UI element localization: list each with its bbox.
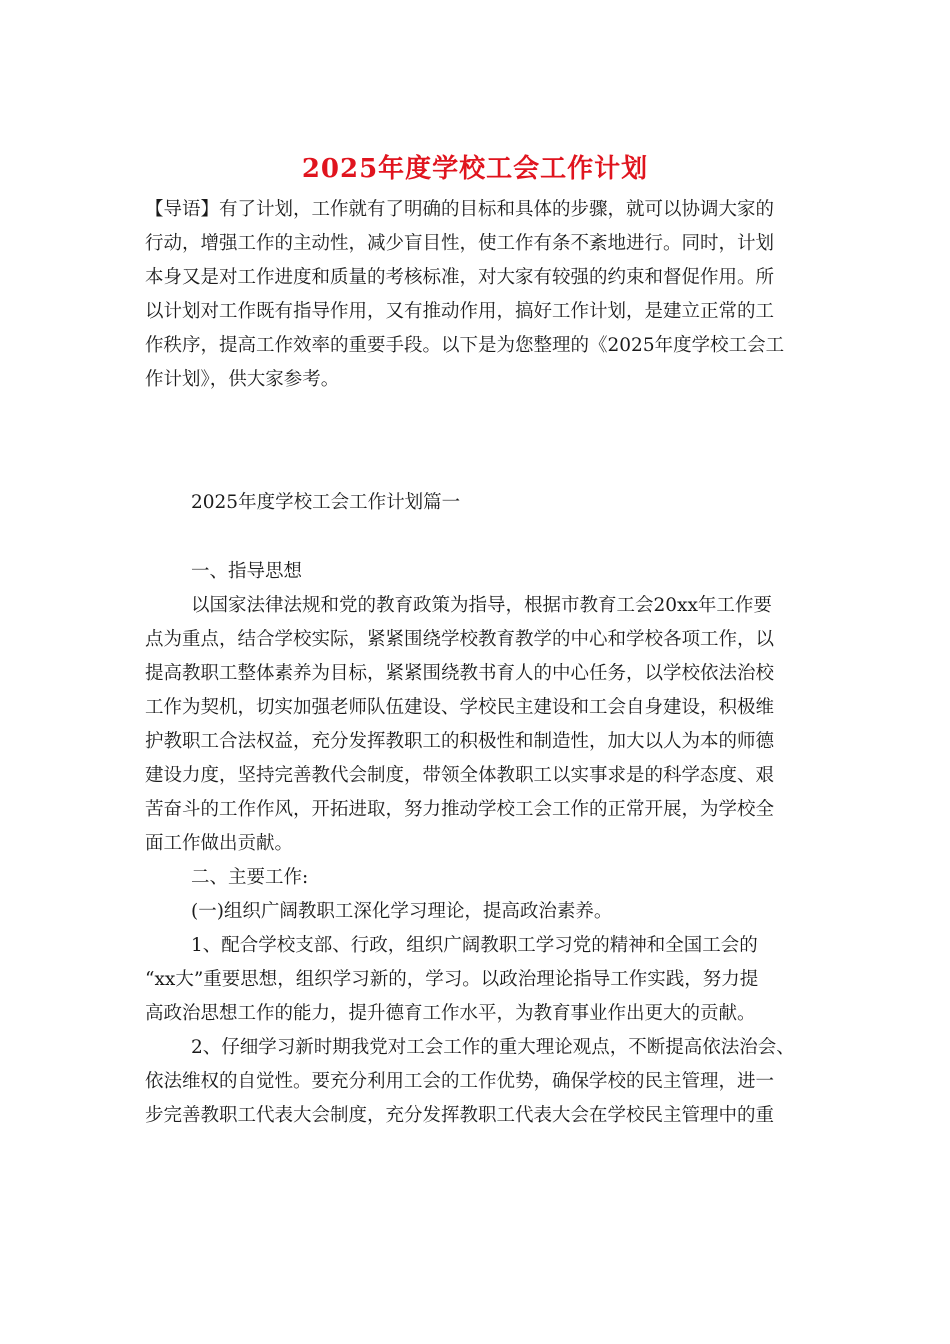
body-line: 高政治思想工作的能力，提升德育工作水平，为教育事业作出更大的贡献。 <box>145 1003 756 1024</box>
section-heading <box>145 486 805 520</box>
body-line: 以国家法律法规和党的教育政策为指导，根据市教育工会20xx年工作要 <box>191 595 772 616</box>
body-text <box>145 555 805 1133</box>
body-line: 提高教职工整体素养为目标，紧紧围绕教书育人的中心任务，以学校依法治校 <box>145 663 775 684</box>
intro-line: 行动，增强工作的主动性，减少盲目性，使工作有条不紊地进行。同时，计划 <box>145 233 775 254</box>
body-line: (一)组织广阔教职工深化学习理论，提高政治素养。 <box>191 901 613 922</box>
document-title: 2025年度学校工会工作计划 <box>301 154 649 184</box>
intro-line: 以计划对工作既有指导作用，又有推动作用，搞好工作计划，是建立正常的工 <box>145 301 775 322</box>
body-line: 二、主要工作: <box>191 867 309 888</box>
body-line: 点为重点，结合学校实际，紧紧围绕学校教育教学的中心和学校各项工作，以 <box>145 629 775 650</box>
intro-paragraph <box>145 193 805 397</box>
body-line: 一、指导思想 <box>191 561 303 582</box>
body-line: 1、配合学校支部、行政，组织广阔教职工学习党的精神和全国工会的 <box>191 935 758 956</box>
intro-line: 作计划》，供大家参考。 <box>145 369 340 390</box>
intro-line: 【导语】有了计划，工作就有了明确的目标和具体的步骤，就可以协调大家的 <box>145 199 775 220</box>
body-line: 2、仔细学习新时期我党对工会工作的重大理论观点，不断提高依法治会、 <box>191 1037 795 1058</box>
body-line: “xx大”重要思想，组织学习新的，学习。以政治理论指导工作实践，努力提 <box>145 969 759 990</box>
body-line: 护教职工合法权益，充分发挥教职工的积极性和制造性，加大以人为本的师德 <box>145 731 775 752</box>
body-line: 建设力度，坚持完善教代会制度，带领全体教职工以实事求是的科学态度、艰 <box>145 765 775 786</box>
intro-line: 作秩序，提高工作效率的重要手段。以下是为您整理的《2025年度学校工会工 <box>145 335 785 356</box>
body-line: 苦奋斗的工作作风，开拓进取，努力推动学校工会工作的正常开展，为学校全 <box>145 799 775 820</box>
body-line: 步完善教职工代表大会制度，充分发挥教职工代表大会在学校民主管理中的重 <box>145 1105 775 1126</box>
body-line: 工作为契机，切实加强老师队伍建设、学校民主建设和工会自身建设，积极维 <box>145 697 775 718</box>
body-line: 依法维权的自觉性。要充分利用工会的工作优势，确保学校的民主管理，进一 <box>145 1071 775 1092</box>
intro-line: 本身又是对工作进度和质量的考核标准，对大家有较强的约束和督促作用。所 <box>145 267 775 288</box>
body-line: 面工作做出贡献。 <box>145 833 294 854</box>
section-heading-text: 2025年度学校工会工作计划篇一 <box>191 492 461 513</box>
